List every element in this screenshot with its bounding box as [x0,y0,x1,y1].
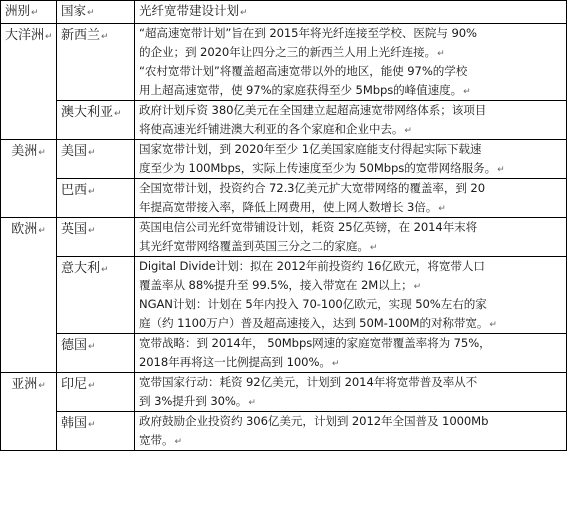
plan-line [139,295,562,314]
country-cell-brazil [57,179,135,218]
paragraph-mark-icon: ↵ [31,8,39,18]
plan-text: 政府计划斥资 380亿美元在全国建立起超高速宽带网络体系；该项目 [139,103,487,117]
paragraph-mark-icon: ↵ [88,187,96,197]
plan-cell-germany [135,334,567,373]
table-row [1,24,567,101]
paragraph-mark-icon: ↵ [174,437,182,447]
continent-cell-americas [1,140,57,218]
plan-cell-australia [135,101,567,140]
plan-cell-new-zealand [135,24,567,101]
paragraph-mark-icon: ↵ [489,320,497,330]
table-row [1,179,567,218]
plan-line [139,237,562,256]
plan-text: 英国电信公司光纤宽带铺设计划，耗资 25亿英镑，在 2014年末将 [139,220,478,234]
paragraph-mark-icon: ↵ [38,226,46,236]
plan-text: 宽带战略：到 2014年， 50Mbps网速的家庭宽带覆盖率将为 75%， [139,336,491,350]
plan-text: 覆盖率从 88%提升至 99.5%，接入带宽在 2M以上； [139,278,413,292]
header-country [57,1,135,24]
plan-line [139,159,562,178]
country-label: 印尼 [61,377,88,392]
header-continent-label: 洲别 [5,3,31,18]
plan-text: 度至少为 100Mbps，实际上传速度至少为 50Mbps的宽带网络服务。 [139,161,497,175]
country-label: 新西兰 [61,28,101,43]
plan-line [139,120,562,139]
table-row [1,257,567,334]
header-continent [1,1,57,24]
continent-cell-europe [1,218,57,373]
paragraph-mark-icon: ↵ [87,8,95,18]
plan-line [139,198,562,217]
plan-text: 将使高速光纤铺进澳大利亚的各个家庭和企业中去。 [139,122,404,136]
plan-line [139,140,562,159]
table-row [1,218,567,257]
plan-cell-italy [135,257,567,334]
paragraph-mark-icon: ↵ [463,87,471,97]
paragraph-mark-icon: ↵ [88,342,96,352]
paragraph-mark-icon: ↵ [413,282,422,292]
country-cell-australia [57,101,135,140]
country-cell-italy [57,257,135,334]
paragraph-mark-icon: ↵ [114,109,122,119]
plan-text: 2018年再将这一比例提高到 100%。 [139,355,331,369]
plan-cell-korea [135,412,567,451]
plan-line [139,431,562,450]
plan-text: 庭（约 1100万户）普及超高速接入，达到 50M-100M的对称带宽。 [139,316,489,330]
header-plan-label: 光纤宽带建设计划 [139,3,240,18]
table-row [1,412,567,451]
country-label: 德国 [61,338,88,353]
plan-text: NGAN计划：计划在 5年内投入 70-100亿欧元，实现 50%左右的家 [139,297,487,311]
paragraph-mark-icon: ↵ [369,243,378,253]
continent-label: 大洋洲 [5,28,45,43]
plan-line [139,276,562,295]
paragraph-mark-icon: ↵ [88,420,96,430]
paragraph-mark-icon: ↵ [88,381,96,391]
plan-line [139,373,562,392]
plan-text: 全国宽带计划，投资约合 72.3亿美元扩大宽带网络的覆盖率，到 20 [139,181,485,195]
plan-cell-usa [135,140,567,179]
plan-line [139,43,562,62]
header-country-label: 国家 [61,3,87,18]
plan-line [139,218,562,237]
plan-text: 其光纤宽带网络覆盖到英国三分之二的家庭。 [139,239,369,253]
country-label: 巴西 [61,183,88,198]
plan-line [139,334,562,353]
country-cell-germany [57,334,135,373]
continent-label: 欧洲 [11,222,38,237]
paragraph-mark-icon: ↵ [38,381,46,391]
plan-line [139,81,562,100]
plan-line [139,24,562,43]
plan-line [139,179,562,198]
paragraph-mark-icon: ↵ [38,148,46,158]
paragraph-mark-icon: ↵ [88,148,96,158]
plan-line [139,392,562,411]
paragraph-mark-icon: ↵ [404,126,412,136]
plan-text: 年提高宽带接入率，降低上网费用，使上网人数增长 3倍。 [139,200,438,214]
paragraph-mark-icon: ↵ [101,265,109,275]
country-label: 澳大利亚 [61,105,114,120]
paragraph-mark-icon: ↵ [248,398,256,408]
plan-line [139,257,562,276]
header-plan [135,1,567,24]
country-label: 英国 [61,222,88,237]
continent-label: 亚洲 [11,377,38,392]
plan-cell-uk [135,218,567,257]
country-cell-uk [57,218,135,257]
country-label: 韩国 [61,416,88,431]
country-cell-new-zealand [57,24,135,101]
plan-line [139,101,562,120]
country-cell-usa [57,140,135,179]
country-cell-korea [57,412,135,451]
continent-cell-oceania [1,24,57,140]
paragraph-mark-icon: ↵ [437,49,445,59]
paragraph-mark-icon: ↵ [497,165,505,175]
continent-cell-asia [1,373,57,451]
plan-text: 用上超高速宽带，使 97%的家庭获得至少 5Mbps的峰值速度。 [139,83,463,97]
plan-line [139,62,562,81]
country-label: 意大利 [61,261,101,276]
paragraph-mark-icon: ↵ [240,8,248,18]
table-row [1,334,567,373]
plan-cell-indonesia [135,373,567,412]
plan-text: 到 3%提升到 30%。 [139,394,248,408]
plan-line [139,314,562,333]
plan-text: Digital Divide计划：拟在 2012年前投资约 16亿欧元，将宽带人口 [139,259,485,273]
paragraph-mark-icon: ↵ [88,226,96,236]
plan-cell-brazil [135,179,567,218]
table-row [1,101,567,140]
country-cell-indonesia [57,373,135,412]
plan-line [139,353,562,372]
plan-text: “农村宽带计划”将覆盖超高速宽带以外的地区，能使 97%的学校 [139,64,468,78]
plan-text: “超高速宽带计划”旨在到 2015年将光纤连接至学校、医院与 90% [139,26,477,40]
header-row [1,1,567,24]
plan-text: 国家宽带计划，到 2020年至少 1亿美国家庭能支付得起实际下载速 [139,142,482,156]
table-row [1,140,567,179]
plan-line [139,412,562,431]
plan-text: 的企业；到 2020年让四分之三的新西兰人用上光纤连接。 [139,45,437,59]
paragraph-mark-icon: ↵ [45,32,53,42]
plan-text: 宽带。 [139,433,174,447]
country-label: 美国 [61,144,88,159]
paragraph-mark-icon: ↵ [101,32,109,42]
paragraph-mark-icon: ↵ [331,359,340,369]
paragraph-mark-icon: ↵ [438,204,446,214]
plan-text: 政府鼓励企业投资约 306亿美元，计划到 2012年全国普及 1000Mb [139,414,489,428]
plan-text: 宽带国家行动：耗资 92亿美元，计划到 2014年将宽带普及率从不 [139,375,478,389]
continent-label: 美洲 [11,144,38,159]
table-row [1,373,567,412]
